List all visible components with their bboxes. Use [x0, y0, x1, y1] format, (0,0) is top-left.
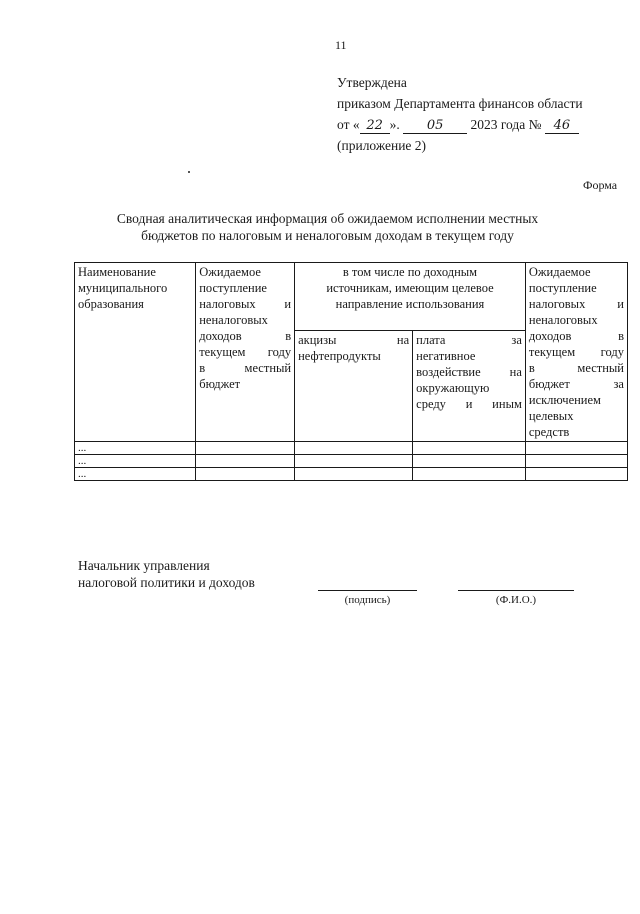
handwritten-order-number: 46 — [545, 118, 579, 134]
date-mid: ». — [389, 117, 400, 132]
scan-speck — [188, 171, 190, 173]
name-caption: (Ф.И.О.) — [495, 594, 537, 606]
report-table — [74, 262, 628, 481]
document-title: Сводная аналитическая информация об ожидаемом исполнении местных бюджетов по налоговым и неналоговым доходам в текущем году — [116, 211, 539, 243]
approval-line-1: Утверждена — [337, 75, 407, 90]
approval-line-2: приказом Департамента финансов области — [337, 96, 583, 111]
approval-date-line — [337, 114, 583, 135]
handwritten-month: 05 — [403, 118, 467, 134]
header-row-1 — [75, 263, 628, 331]
approval-stamp — [337, 72, 583, 156]
name-line — [458, 590, 574, 591]
table-row: ... — [75, 455, 628, 468]
year-text: 2023 года № — [470, 117, 542, 132]
signature-caption: (подпись) — [344, 594, 391, 606]
handwritten-day: 22 — [360, 118, 390, 134]
signature-line — [318, 590, 417, 591]
page-number: 11 — [335, 38, 347, 52]
header-fuel-excise: акцизы на нефтепродукты — [295, 331, 413, 442]
header-expected-revenue: Ожидаемое поступление налоговых и неналоговых доходов в текущем году в местный бюджет — [196, 263, 295, 442]
signatory-role: Начальник управления налоговой политики и доходов — [78, 558, 255, 590]
date-prefix: от « — [337, 117, 360, 132]
header-environmental-fee: плата за негативное воздействие на окружающую среду и иным — [413, 331, 526, 442]
header-municipality: Наименование муниципального образования — [75, 263, 196, 442]
header-expected-revenue-excluding-targeted: Ожидаемое поступление налоговых и неналоговых доходов в текущем году в местный бюджет за исключением целевых средств — [525, 263, 627, 442]
approval-line-4: (приложение 2) — [337, 138, 427, 153]
header-targeted-sources: в том числе по доходным источникам, имеющим целевое направление использования — [295, 263, 526, 331]
table-row: ... — [75, 468, 628, 481]
table-row: ... — [75, 442, 628, 455]
form-label: Форма — [583, 178, 618, 192]
